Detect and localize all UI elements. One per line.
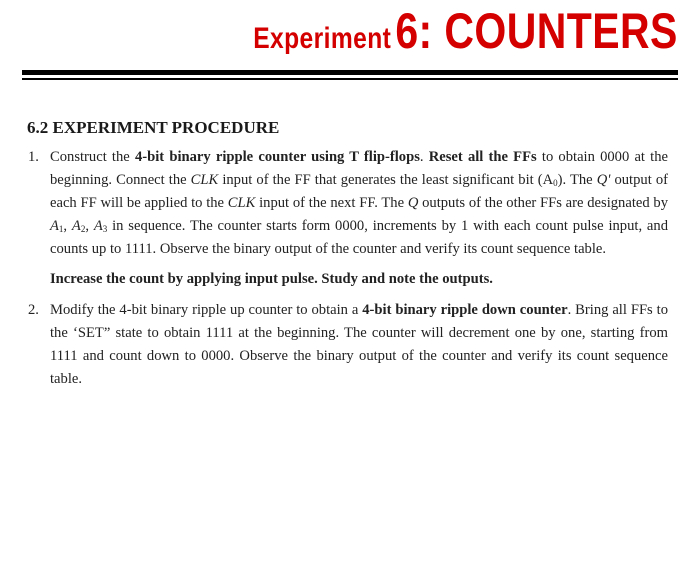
procedure-step-2	[28, 299, 668, 391]
header-experiment-word: Experiment	[253, 22, 392, 55]
header-rule-thin	[22, 78, 678, 80]
step-text: Construct the 4-bit binary ripple counter using T flip-flops. Reset all the FFs to obtain 0000 at the beginning. Connect the CLK input of the FF that generates the least significant bit $(A_0)$. The Q' output of each FF will be applied to the CLK input of the next FF. The Q outputs of the other FFs are designated by $A_1$, $A_2$, $A_3$ in sequence. The counter starts form 0000, increments by 1 with each count pulse input, and counts up to 1111. Observe the binary output of the counter and verify its count sequence table.	[50, 149, 669, 257]
procedure-step-1	[28, 146, 668, 291]
experiment-header	[253, 2, 678, 60]
step-number: 1.	[28, 149, 39, 165]
step-text: Modify the 4-bit binary ripple up counter to obtain a 4-bit binary ripple down counter. Bring all FFs to the ‘SET” state to obtain 1111 at the beginning. The counter will decrement one by one, starting from 1111 and count down to 0000. Observe the binary output of the counter and verify its count sequence table.	[50, 302, 669, 387]
section-title: 6.2 EXPERIMENT PROCEDURE	[27, 118, 280, 137]
step-number: 2.	[28, 302, 39, 318]
procedure-list	[28, 146, 668, 391]
header-experiment-title: 6: COUNTERS	[395, 3, 678, 59]
header-rule-thick	[22, 70, 678, 75]
step-bold-note: Increase the count by applying input pulse. Study and note the outputs.	[50, 271, 493, 287]
